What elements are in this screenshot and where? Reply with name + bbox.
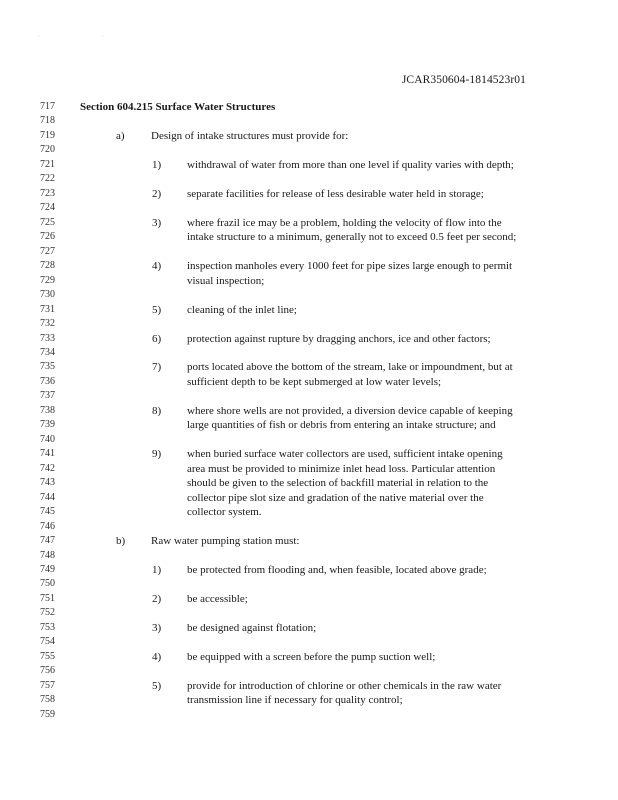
- item-marker: 3): [152, 621, 162, 634]
- item-text-line: should be given to the selection of backfill material in relation to the: [187, 477, 489, 490]
- document-line: [0, 158, 618, 172]
- section-title: Section 604.215 Surface Water Structures: [80, 101, 276, 113]
- document-line: [0, 201, 618, 215]
- line-number: 740: [40, 433, 55, 445]
- item-marker: 5): [152, 303, 162, 316]
- line-number: 733: [40, 332, 55, 344]
- document-line: [0, 404, 618, 418]
- item-marker: 4): [152, 260, 162, 273]
- scan-specks: · ·: [38, 34, 134, 40]
- item-text-line: be equipped with a screen before the pump suction well;: [187, 650, 436, 663]
- line-number: 718: [40, 115, 55, 127]
- item-text-line: provide for introduction of chlorine or other chemicals in the raw water: [187, 679, 502, 692]
- document-line: [0, 143, 618, 157]
- line-number: 724: [40, 202, 55, 214]
- item-text-line: withdrawal of water from more than one level if quality varies with depth;: [187, 158, 514, 171]
- document-line: [0, 462, 618, 476]
- item-marker: 1): [152, 564, 162, 576]
- document-line: [0, 491, 618, 505]
- item-text-line: cleaning of the inlet line;: [187, 303, 297, 316]
- line-number: 759: [40, 708, 55, 720]
- item-marker: 6): [152, 332, 162, 345]
- line-number: 723: [40, 187, 55, 199]
- document-line: [0, 274, 618, 288]
- line-number: 746: [40, 520, 55, 532]
- line-number: 747: [40, 535, 55, 547]
- document-line: [0, 476, 618, 490]
- line-number: 720: [40, 144, 55, 156]
- document-line: [0, 563, 618, 577]
- subsection-marker: a): [116, 129, 125, 142]
- line-number: 725: [40, 216, 55, 228]
- line-number: 728: [40, 260, 55, 272]
- subsection-intro: Raw water pumping station must:: [151, 535, 300, 548]
- document-line: [0, 346, 618, 360]
- document-line: [0, 505, 618, 519]
- item-marker: 9): [152, 448, 162, 461]
- item-text-line: intake structure to a minimum, generally not to exceed 0.5 feet per second;: [187, 231, 517, 244]
- document-line: [0, 621, 618, 635]
- line-number: 737: [40, 390, 55, 402]
- section-body: [0, 100, 618, 722]
- line-number: 739: [40, 419, 55, 431]
- item-text-line: visual inspection;: [187, 274, 265, 287]
- line-number: 741: [40, 448, 55, 460]
- line-number: 735: [40, 361, 55, 373]
- item-text-line: be protected from flooding and, when feasible, located above grade;: [187, 564, 487, 576]
- item-text-line: transmission line if necessary for quality control;: [187, 694, 403, 707]
- item-text-line: collector system.: [187, 506, 262, 519]
- item-text-line: area must be provided to minimize inlet head loss. Particular attention: [187, 462, 496, 475]
- line-number: 753: [40, 621, 55, 633]
- document-line: [0, 708, 618, 722]
- item-text-line: large quantities of fish or debris from entering an intake structure; and: [187, 419, 496, 432]
- item-text-line: protection against rupture by dragging anchors, ice and other factors;: [187, 332, 491, 345]
- line-number: 726: [40, 231, 55, 243]
- subsection-marker: b): [116, 535, 126, 548]
- item-text-line: be designed against flotation;: [187, 621, 317, 634]
- document-line: [0, 389, 618, 403]
- document-id: JCAR350604-1814523r01: [401, 74, 526, 86]
- document-line: [0, 172, 618, 186]
- document-line: [0, 433, 618, 447]
- document-line: [0, 187, 618, 201]
- line-number: 752: [40, 607, 55, 619]
- document-line: [0, 360, 618, 374]
- line-number: 745: [40, 506, 55, 518]
- document-line: [0, 332, 618, 346]
- document-line: [0, 577, 618, 591]
- line-number: 729: [40, 274, 55, 286]
- line-number: 743: [40, 477, 55, 489]
- line-number: 756: [40, 665, 55, 677]
- item-text-line: be accessible;: [187, 592, 248, 605]
- document-line: [0, 216, 618, 230]
- document-line: [0, 375, 618, 389]
- document-line: [0, 534, 618, 548]
- document-line: [0, 230, 618, 244]
- document-line: [0, 303, 618, 317]
- document-line: [0, 650, 618, 664]
- document-line: [0, 693, 618, 707]
- line-number: 757: [40, 679, 55, 691]
- item-text-line: where shore wells are not provided, a diversion device capable of keeping: [187, 404, 513, 417]
- line-number: 719: [40, 129, 55, 141]
- document-line: [0, 288, 618, 302]
- item-marker: 1): [152, 158, 162, 171]
- item-marker: 8): [152, 404, 162, 417]
- document-line: [0, 129, 618, 143]
- document-line: [0, 317, 618, 331]
- line-number: 755: [40, 650, 55, 662]
- document-line: [0, 606, 618, 620]
- item-text-line: separate facilities for release of less desirable water held in storage;: [187, 187, 484, 200]
- document-line: [0, 664, 618, 678]
- line-number: 727: [40, 245, 55, 257]
- document-line: [0, 679, 618, 693]
- line-number: 721: [40, 158, 55, 170]
- item-text-line: where frazil ice may be a problem, holding the velocity of flow into the: [187, 216, 502, 229]
- line-number: 738: [40, 404, 55, 416]
- item-text-line: sufficient depth to be kept submerged at low water levels;: [187, 375, 442, 388]
- document-line: [0, 635, 618, 649]
- line-number: 748: [40, 549, 55, 561]
- line-number: 717: [40, 101, 55, 112]
- line-number: 758: [40, 694, 55, 706]
- item-text-line: ports located above the bottom of the stream, lake or impoundment, but at: [187, 361, 513, 374]
- line-number: 742: [40, 462, 55, 474]
- item-marker: 3): [152, 216, 162, 229]
- line-number: 754: [40, 636, 55, 648]
- document-line: [0, 592, 618, 606]
- item-marker: 4): [152, 650, 162, 663]
- document-line: [0, 114, 618, 128]
- document-line: [0, 418, 618, 432]
- line-number: 744: [40, 491, 55, 503]
- document-line: [0, 520, 618, 534]
- line-number: 750: [40, 578, 55, 590]
- line-number: 732: [40, 318, 55, 330]
- document-line: [0, 100, 618, 114]
- document-line: [0, 549, 618, 563]
- line-number: 734: [40, 346, 55, 358]
- item-marker: 2): [152, 187, 162, 200]
- document-line: [0, 447, 618, 461]
- item-text-line: when buried surface water collectors are used, sufficient intake opening: [187, 448, 503, 461]
- item-marker: 2): [152, 592, 162, 605]
- line-number: 730: [40, 289, 55, 301]
- line-number: 749: [40, 564, 55, 575]
- document-line: [0, 259, 618, 273]
- item-text-line: inspection manholes every 1000 feet for pipe sizes large enough to permit: [187, 260, 513, 273]
- item-text-line: collector pipe slot size and gradation of the native material over the: [187, 491, 484, 504]
- subsection-intro: Design of intake structures must provide for:: [151, 129, 349, 142]
- item-marker: 5): [152, 679, 162, 692]
- line-number: 736: [40, 375, 55, 387]
- line-number: 731: [40, 303, 55, 315]
- item-marker: 7): [152, 361, 162, 374]
- line-number: 751: [40, 592, 55, 604]
- line-number: 722: [40, 173, 55, 185]
- document-line: [0, 245, 618, 259]
